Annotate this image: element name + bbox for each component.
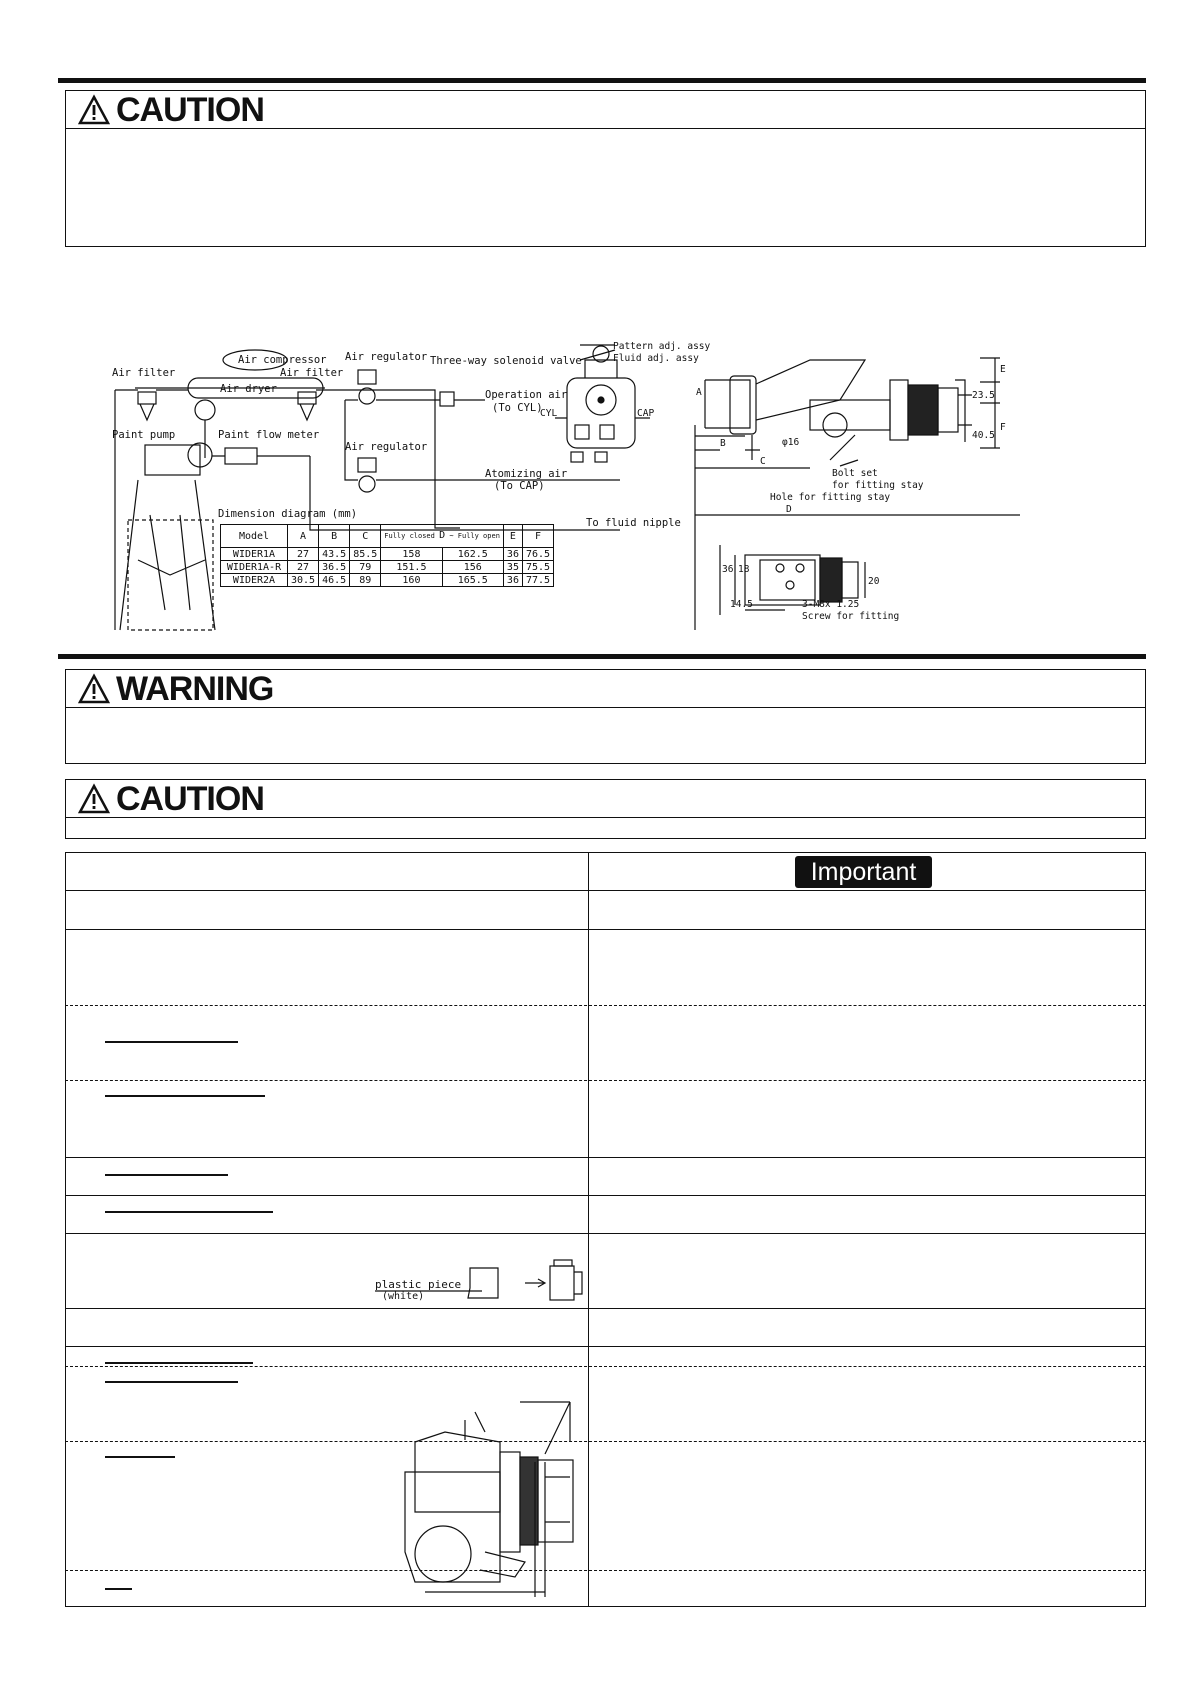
label-for-fitting-stay: for fitting stay: [832, 480, 924, 491]
label-bolt-set: Bolt set: [832, 468, 878, 479]
label-hole-for-fitting-stay: Hole for fitting stay: [770, 492, 891, 503]
label-three-way-valve: Three-way solenoid valve: [430, 355, 582, 367]
dim-a: A: [696, 387, 702, 398]
dim-c: C: [760, 456, 766, 467]
caution-heading-1: CAUTION: [78, 92, 264, 128]
dim-14-5: 14.5: [730, 599, 753, 610]
row-divider: [65, 1346, 1146, 1347]
dim-header-c: C: [350, 525, 381, 548]
top-rule: [58, 78, 1146, 83]
label-to-cyl: (To CYL): [492, 402, 543, 414]
label-screw-for-fitting: Screw for fitting: [802, 611, 900, 622]
dimension-table: [220, 524, 554, 587]
label-plastic-piece: plastic piece: [375, 1278, 462, 1291]
warning-triangle-icon: [78, 674, 110, 704]
air-filter-left-shape: [138, 392, 156, 404]
paint-pump-shape: [145, 445, 200, 475]
air-regulator-bottom-shape: [358, 458, 376, 472]
solenoid-valve-shape: [440, 392, 454, 406]
dim-header-f: F: [522, 525, 553, 548]
row-divider: [65, 1570, 1146, 1571]
item-underline: [105, 1174, 228, 1176]
item-underline: [105, 1362, 253, 1364]
warning-divider: [66, 707, 1145, 708]
dim-header-b: B: [319, 525, 350, 548]
gun-bottom-figure: [405, 1402, 590, 1602]
row-divider: [65, 1157, 1146, 1158]
dim-e: E: [1000, 364, 1006, 375]
dim-header-model: Model: [221, 525, 288, 548]
dim-36: 36: [722, 564, 734, 575]
label-air-filter-left: Air filter: [112, 367, 176, 379]
paint-flow-meter-shape: [225, 448, 257, 464]
label-pattern-adj: Pattern adj. assy: [613, 341, 711, 352]
warning-box: [65, 669, 1146, 764]
label-to-cap: (To CAP): [494, 480, 545, 492]
warning-triangle-icon: [78, 95, 110, 125]
label-paint-pump: Paint pump: [112, 429, 176, 441]
row-divider: [65, 1308, 1146, 1309]
dim-20: 20: [868, 576, 880, 587]
label-cyl: CYL: [540, 408, 558, 419]
item-underline: [105, 1588, 132, 1590]
item-underline: [105, 1095, 265, 1097]
warning-heading: WARNING: [78, 671, 273, 707]
label-air-dryer: Air dryer: [220, 383, 277, 395]
dimension-table-title: Dimension diagram (mm): [218, 508, 358, 520]
label-to-fluid-nipple: To fluid nipple: [586, 517, 681, 529]
row-divider: [65, 929, 1146, 930]
plastic-piece-figure: [370, 1248, 590, 1308]
table-row: WIDER2A 30.5 46.5 89 160 165.5 36 77.5: [221, 574, 554, 587]
label-air-regulator-bottom: Air regulator: [345, 441, 428, 453]
gun-side-diagram: [690, 340, 1110, 630]
item-underline: [105, 1381, 238, 1383]
dim-f: F: [1000, 422, 1006, 433]
dim-b: B: [720, 438, 726, 449]
label-air-regulator-top: Air regulator: [345, 351, 428, 363]
warning-triangle-icon: [78, 784, 110, 814]
dim-40-5: 40.5: [972, 430, 995, 441]
label-air-filter-right: Air filter: [280, 367, 344, 379]
important-badge: Important: [795, 856, 932, 888]
gun-head-diagram: [540, 340, 711, 480]
procedure-table: [65, 852, 1146, 1607]
row-divider: [65, 1441, 1146, 1442]
label-cap: CAP: [637, 408, 655, 419]
dim-header-a: A: [288, 525, 319, 548]
label-atomizing-air: Atomizing air: [485, 468, 568, 480]
caution-box-2: [65, 779, 1146, 839]
dim-18: 18: [738, 564, 750, 575]
label-paint-flow-meter: Paint flow meter: [218, 429, 320, 441]
dim-header-d: Fully closed D ~ Fully open: [381, 525, 504, 548]
dim-23-5: 23.5: [972, 390, 995, 401]
item-underline: [105, 1041, 238, 1043]
air-regulator-top-shape: [358, 370, 376, 384]
item-underline: [105, 1211, 273, 1213]
row-divider: [65, 1005, 1146, 1006]
row-divider: [65, 890, 1146, 891]
middle-rule: [58, 654, 1146, 659]
item-underline: [105, 1456, 175, 1458]
caution-box-1: [65, 90, 1146, 247]
dim-header-e: E: [503, 525, 522, 548]
row-divider: [65, 1366, 1146, 1367]
label-screw-spec: 3-M8x 1.25: [802, 599, 860, 610]
dim-d: D: [786, 504, 792, 515]
caution-divider-2: [66, 817, 1145, 818]
table-row: WIDER1A 27 43.5 85.5 158 162.5 36 76.5: [221, 548, 554, 561]
row-divider: [65, 1080, 1146, 1081]
label-white: (white): [382, 1291, 425, 1302]
row-divider: [65, 1195, 1146, 1196]
caution-divider-1: [66, 128, 1145, 129]
table-row: WIDER1A-R 27 36.5 79 151.5 156 35 75.5: [221, 561, 554, 574]
label-fluid-adj: Fluid adj. assy: [613, 353, 699, 364]
caution-heading-2: CAUTION: [78, 781, 264, 817]
row-divider: [65, 1233, 1146, 1234]
pressure-gauge-shape: [195, 400, 215, 420]
label-air-compressor: Air compressor: [238, 354, 327, 366]
label-operation-air: Operation air: [485, 389, 568, 401]
dim-phi16: φ16: [782, 437, 800, 448]
